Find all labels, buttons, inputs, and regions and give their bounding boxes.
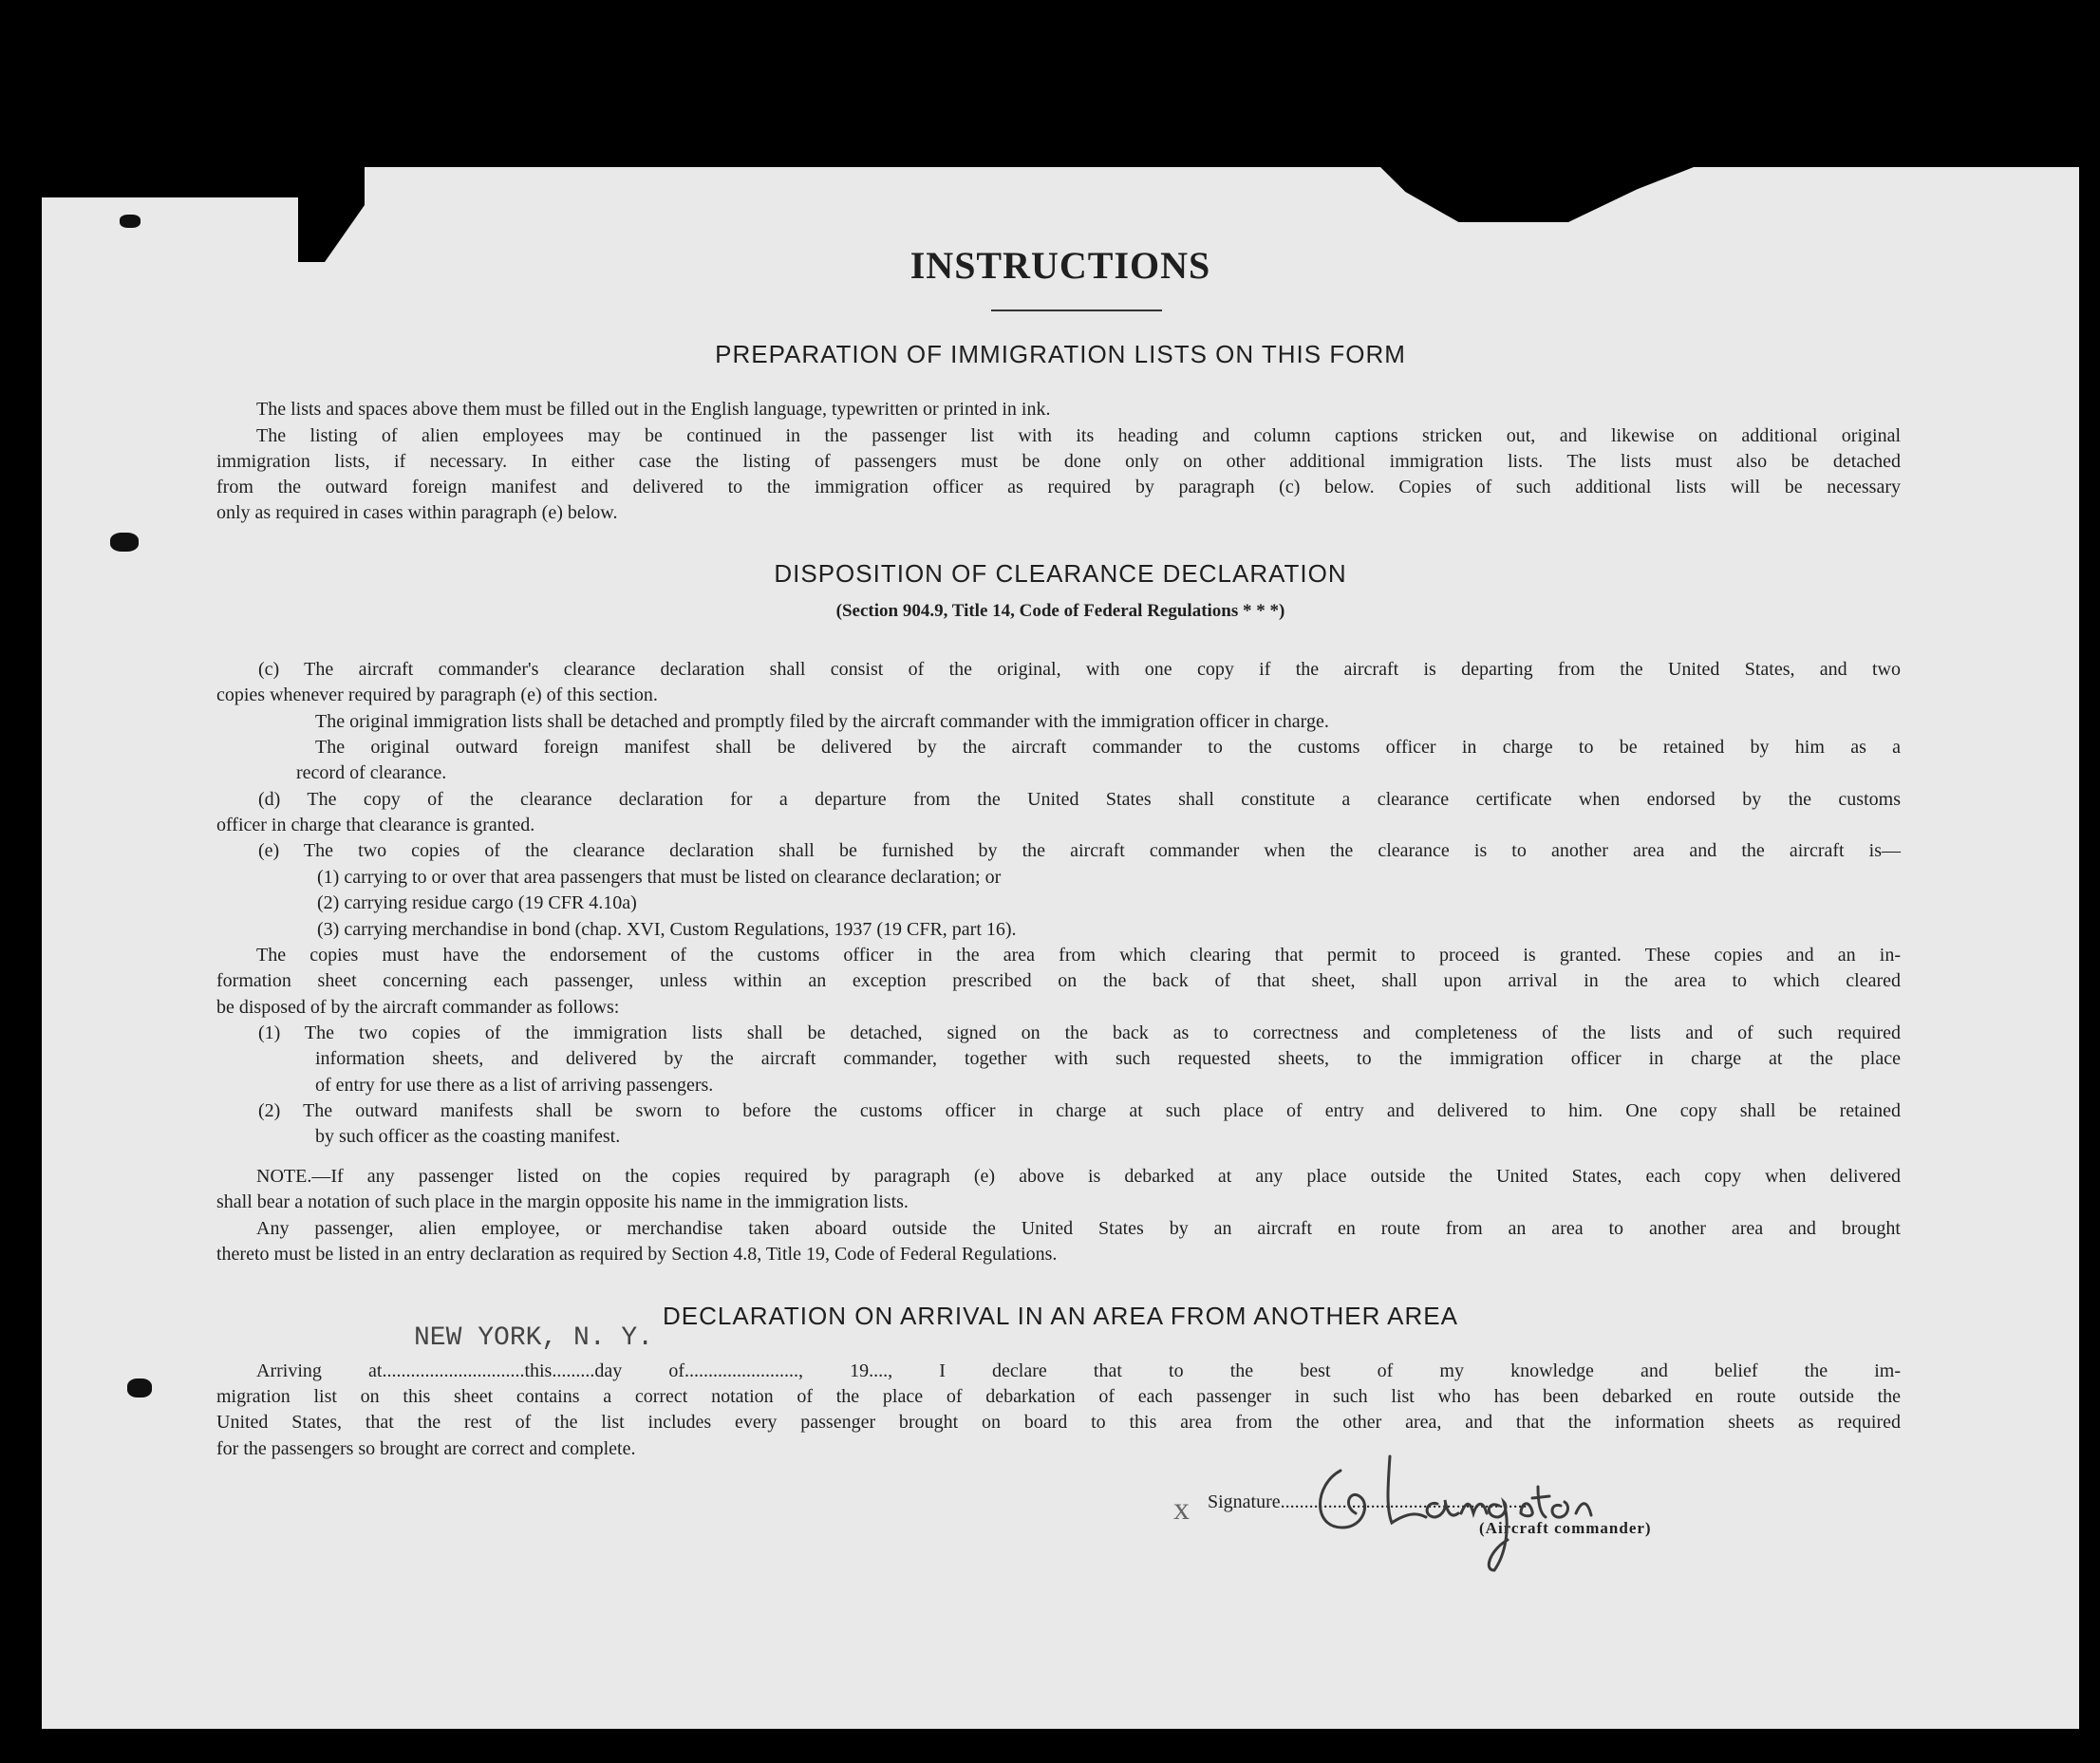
- s2-line-15: (1) The two copies of the immigration lists shall be detached, signed on the back as to correctness and completeness of the lists and of such required: [258, 1022, 1901, 1043]
- handwritten-signature: [1304, 1418, 1703, 1580]
- document-page: [42, 167, 2079, 1729]
- s2-note-line-2: shall bear a notation of such place in the margin opposite his name in the immigration lists.: [216, 1191, 909, 1212]
- arriving-at-value: NEW YORK, N. Y.: [414, 1323, 654, 1353]
- section1-title: PREPARATION OF IMMIGRATION LISTS ON THIS FORM: [715, 340, 1406, 368]
- signature-x-mark: x: [1173, 1491, 1190, 1527]
- heading-rule: [991, 309, 1162, 311]
- s2-line-16: information sheets, and delivered by the aircraft commander, together with such requested sheets, to the immigration officer in charge at the place: [315, 1048, 1901, 1069]
- s2-line-6: (d) The copy of the clearance declaration for a departure from the United States shall constitute a clearance certificate when endorsed by the customs: [258, 789, 1901, 810]
- s1-line-1: The lists and spaces above them must be filled out in the English language, typewritten or printed in ink.: [256, 399, 1051, 420]
- section2-title: DISPOSITION OF CLEARANCE DECLARATION: [774, 559, 1347, 588]
- s3-line-1: Arriving at..............................this.........day of........................, 19...., I declare that to the best of my knowledge and belief the im-: [256, 1360, 1901, 1381]
- s2-note-line-4: thereto must be listed in an entry declaration as required by Section 4.8, Title 19, Code of Federal Regulations.: [216, 1244, 1058, 1265]
- s1-line-2: The listing of alien employees may be continued in the passenger list with its heading and column captions stricken out, and likewise on additional original: [256, 425, 1901, 446]
- s2-line-12: The copies must have the endorsement of the customs officer in the area from which clearing that permit to proceed is granted. These copies and an in-: [256, 945, 1901, 966]
- s1-line-5: only as required in cases within paragraph (e) below.: [216, 502, 618, 523]
- s2-note-line-3: Any passenger, alien employee, or merchandise taken aboard outside the United States by an aircraft en route from an area to another area and brought: [256, 1218, 1901, 1239]
- s2-line-18: (2) The outward manifests shall be sworn to before the customs officer in charge at such place of entry and delivered to him. One copy shall be retained: [258, 1100, 1901, 1121]
- margin-mark: [110, 533, 139, 552]
- margin-mark: [127, 1379, 152, 1397]
- s3-line-4: for the passengers so brought are correct and complete.: [216, 1438, 636, 1459]
- s2-line-13: formation sheet concerning each passenger, unless within an exception prescribed on the back of that sheet, shall upon arrival in the area to which cleared: [216, 970, 1901, 991]
- s2-line-2: copies whenever required by paragraph (e) of this section.: [216, 685, 658, 705]
- s2-line-17: of entry for use there as a list of arriving passengers.: [315, 1075, 714, 1096]
- s2-line-4: The original outward foreign manifest shall be delivered by the aircraft commander to the customs officer in charge to be retained by him as a: [315, 737, 1901, 758]
- s2-line-19: by such officer as the coasting manifest.: [315, 1126, 621, 1147]
- s2-line-1: (c) The aircraft commander's clearance declaration shall consist of the original, with one copy if the aircraft is departing from the United States, and two: [258, 659, 1901, 680]
- s2-line-3: The original immigration lists shall be detached and promptly filed by the aircraft commander with the immigration officer in charge.: [315, 711, 1329, 732]
- signature-line: Signature....................................................: [1208, 1491, 1528, 1512]
- section2-subtitle: (Section 904.9, Title 14, Code of Federal Regulations * * *): [835, 601, 1285, 621]
- s3-line-3: United States, that the rest of the list includes every passenger brought on board to this area from the other area, and that the information sheets as required: [216, 1412, 1901, 1433]
- s2-line-9: (1) carrying to or over that area passengers that must be listed on clearance declaration; or: [317, 867, 1002, 888]
- s3-line-2: migration list on this sheet contains a correct notation of the place of debarkation of each passenger in such list who has been debarked en route outside the: [216, 1386, 1901, 1407]
- s1-line-4: from the outward foreign manifest and delivered to the immigration officer as required by paragraph (c) below. Copies of such additional lists will be necessary: [216, 477, 1901, 497]
- s1-line-3: immigration lists, if necessary. In either case the listing of passengers must be done only on other additional immigration lists. The lists must also be detached: [216, 451, 1901, 472]
- margin-mark: [120, 215, 141, 228]
- section3-title: DECLARATION ON ARRIVAL IN AN AREA FROM ANOTHER AREA: [663, 1302, 1458, 1330]
- s2-line-14: be disposed of by the aircraft commander as follows:: [216, 997, 620, 1018]
- s2-line-7: officer in charge that clearance is granted.: [216, 815, 535, 835]
- s2-line-10: (2) carrying residue cargo (19 CFR 4.10a): [317, 892, 637, 913]
- s2-line-11: (3) carrying merchandise in bond (chap. XVI, Custom Regulations, 1937 (19 CFR, part 16).: [317, 919, 1017, 940]
- s2-note-line-1: NOTE.—If any passenger listed on the copies required by paragraph (e) above is debarked at any place outside the United States, each copy when delivered: [256, 1166, 1901, 1187]
- s2-line-5: record of clearance.: [296, 762, 447, 783]
- page-heading: INSTRUCTIONS: [909, 244, 1211, 287]
- s2-line-8: (e) The two copies of the clearance declaration shall be furnished by the aircraft commander when the clearance is to another area and the aircraft is—: [258, 840, 1901, 861]
- signature-caption: (Aircraft commander): [1479, 1519, 1652, 1537]
